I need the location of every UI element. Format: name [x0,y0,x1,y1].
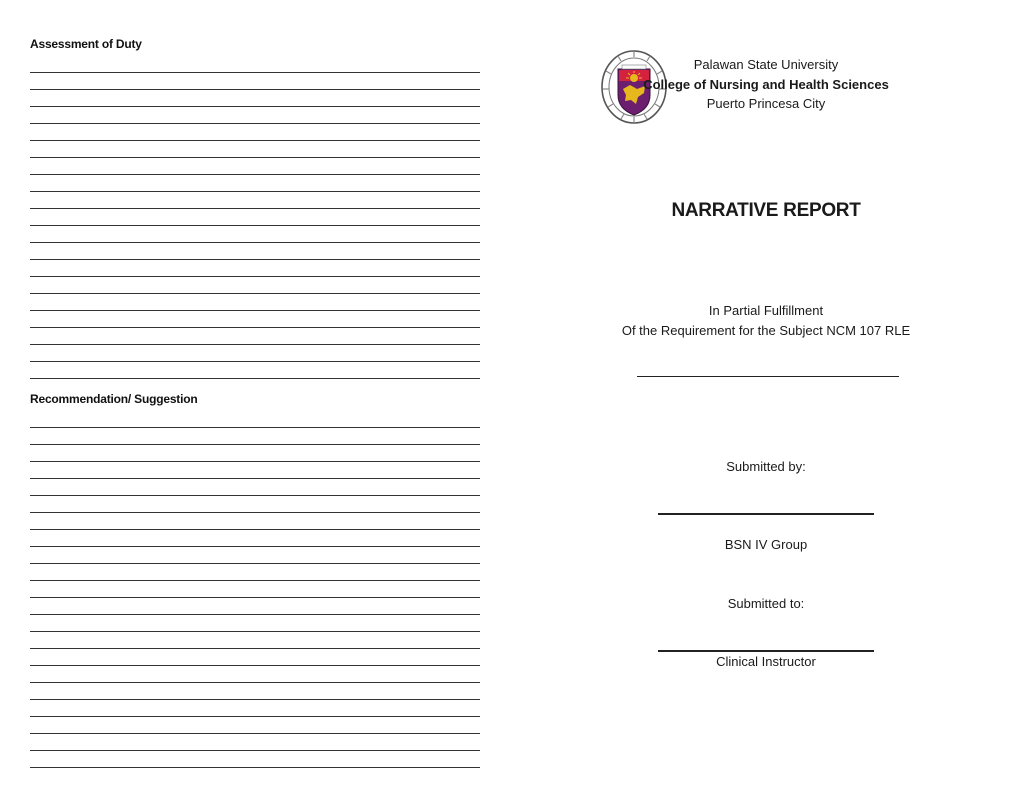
writing-line [30,666,480,683]
right-page [540,0,992,791]
submitted-to-signature-line [658,650,874,652]
writing-line [30,362,480,379]
writing-line [30,564,480,581]
writing-line [30,294,480,311]
writing-line [30,581,480,598]
writing-line [30,260,480,277]
writing-line [30,462,480,479]
writing-line [30,530,480,547]
writing-line [30,717,480,734]
writing-line [30,411,480,428]
writing-line [30,328,480,345]
writing-line [30,479,480,496]
writing-line [30,649,480,666]
fulfillment-line-1: In Partial Fulfillment [708,303,824,318]
writing-line [30,226,480,243]
writing-line [30,445,480,462]
writing-line [30,277,480,294]
submitted-by-label: Submitted by: [726,459,806,474]
writing-line [30,345,480,362]
fulfillment-line-2: Of the Requirement for the Subject NCM 107 RLE [621,323,911,338]
writing-line [30,683,480,700]
writing-line [30,751,480,768]
writing-line [30,141,480,158]
writing-line [30,56,480,73]
assessment-writing-lines [30,56,480,379]
writing-line [30,73,480,90]
writing-line [30,428,480,445]
submitted-to-label: Submitted to: [727,596,805,611]
writing-line [30,547,480,564]
writing-line [30,615,480,632]
writing-line [30,124,480,141]
writing-line [30,311,480,328]
writing-line [30,158,480,175]
writing-line [30,209,480,226]
assessment-heading: Assessment of Duty [30,37,142,51]
writing-line [30,496,480,513]
university-name: Palawan State University [693,57,839,72]
writing-line [30,632,480,649]
writing-line [30,734,480,751]
writing-line [30,192,480,209]
recommendation-heading: Recommendation/ Suggestion [30,392,198,406]
writing-line [30,175,480,192]
report-title: NARRATIVE REPORT [671,200,861,221]
college-name: College of Nursing and Health Sciences [643,77,889,92]
writing-line [30,90,480,107]
writing-line [30,107,480,124]
writing-line [30,598,480,615]
city-name: Puerto Princesa City [706,96,826,111]
writing-line [30,513,480,530]
recommendation-writing-lines [30,411,480,768]
left-page [30,36,480,768]
writing-line [30,243,480,260]
submitted-by-signature-line [658,513,874,515]
instructor-label: Clinical Instructor [716,654,816,669]
group-name: BSN IV Group [724,537,808,552]
subject-blank-line [637,376,899,377]
writing-line [30,700,480,717]
